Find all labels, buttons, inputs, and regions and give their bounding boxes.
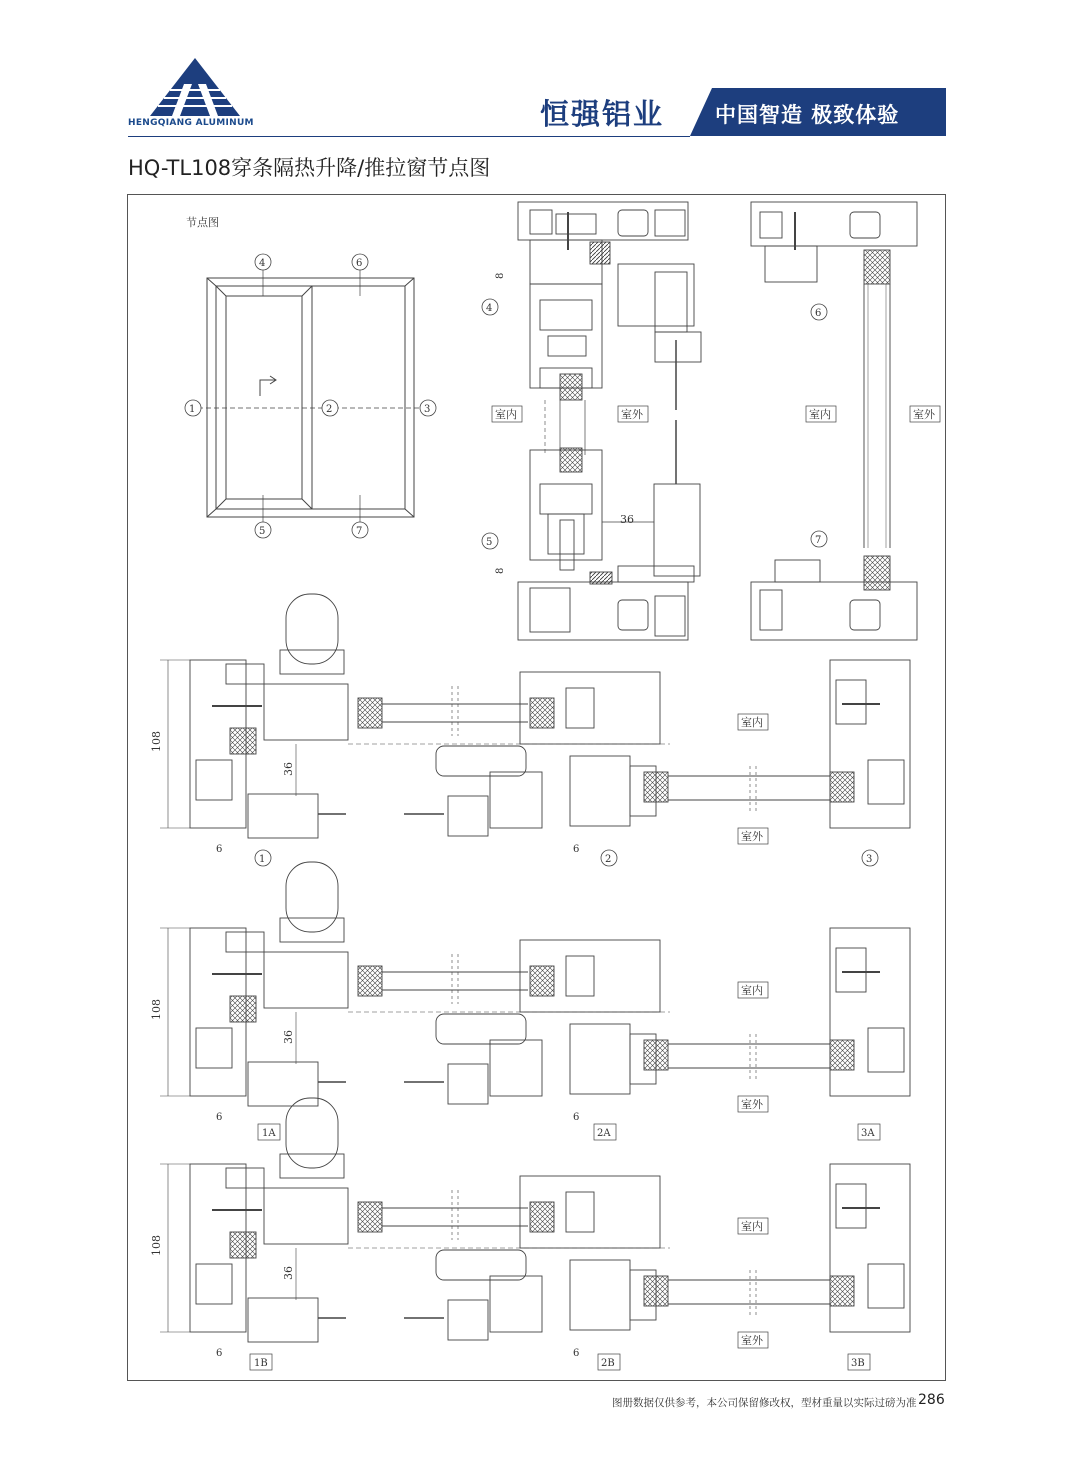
- dimension-offset: 6: [573, 844, 580, 855]
- dimension-width: 108: [150, 1235, 163, 1256]
- dimension-small: 8: [495, 567, 506, 574]
- node-number: 7: [356, 526, 363, 537]
- indoor-label: 室内: [495, 408, 517, 421]
- node-number: 6: [356, 258, 363, 269]
- node-number: 1: [189, 404, 196, 415]
- section-label: 2A: [597, 1128, 611, 1139]
- dimension-offset: 6: [573, 1112, 580, 1123]
- node-number: 5: [486, 537, 493, 548]
- node-number: 2: [605, 854, 612, 865]
- dimension-small: 8: [495, 272, 506, 279]
- node-number: 5: [259, 526, 266, 537]
- dimension-offset: 6: [216, 1348, 223, 1359]
- node-number: 7: [815, 535, 822, 546]
- dimension-offset: 6: [573, 1348, 580, 1359]
- node-number: 4: [486, 303, 493, 314]
- dimension-width: 108: [150, 999, 163, 1020]
- outdoor-label: 室外: [741, 1334, 763, 1347]
- vertical-section-4-5: [518, 202, 701, 640]
- dimension-width: 108: [150, 731, 163, 752]
- dimension-gap: 36: [282, 762, 295, 776]
- indoor-label: 室内: [741, 984, 763, 997]
- dimension-gap: 36: [282, 1266, 295, 1280]
- outdoor-label: 室外: [741, 1098, 763, 1111]
- brand-name: 恒强铝业: [540, 97, 665, 131]
- node-number: 3: [424, 404, 431, 415]
- horizontal-section-row-1: [160, 594, 910, 838]
- section-label: 3B: [851, 1358, 865, 1369]
- section-label: 3A: [861, 1128, 875, 1139]
- outdoor-label: 室外: [741, 830, 763, 843]
- dimension-gap: 36: [282, 1030, 295, 1044]
- node-number: 2: [326, 404, 333, 415]
- node-number: 3: [866, 854, 873, 865]
- dimension-offset: 6: [216, 1112, 223, 1123]
- logo-text: HENGQIANG ALUMINUM: [128, 118, 254, 128]
- node-number: 4: [259, 258, 266, 269]
- section-label: 1B: [254, 1358, 268, 1369]
- section-label: 1A: [262, 1128, 276, 1139]
- slogan-text: 中国智造 极致体验: [715, 103, 900, 127]
- window-elevation: [190, 270, 430, 522]
- node-number: 6: [815, 308, 822, 319]
- node-map-label: 节点图: [186, 216, 219, 229]
- horizontal-section-row-a: [160, 862, 910, 1106]
- page-number: 286: [918, 1392, 945, 1408]
- indoor-label: 室内: [741, 716, 763, 729]
- outdoor-label: 室外: [621, 408, 643, 421]
- indoor-label: 室内: [741, 1220, 763, 1233]
- indoor-label: 室内: [809, 408, 831, 421]
- section-label: 2B: [601, 1358, 615, 1369]
- dimension-gap: 36: [620, 513, 634, 526]
- node-callouts: [185, 254, 436, 538]
- dimension-offset: 6: [216, 844, 223, 855]
- outdoor-label: 室外: [913, 408, 935, 421]
- node-number: 1: [259, 854, 266, 865]
- page-title: HQ-TL108穿条隔热升降/推拉窗节点图: [128, 156, 491, 180]
- disclaimer-note: 图册数据仅供参考，本公司保留修改权，型材重量以实际过磅为准: [612, 1397, 917, 1409]
